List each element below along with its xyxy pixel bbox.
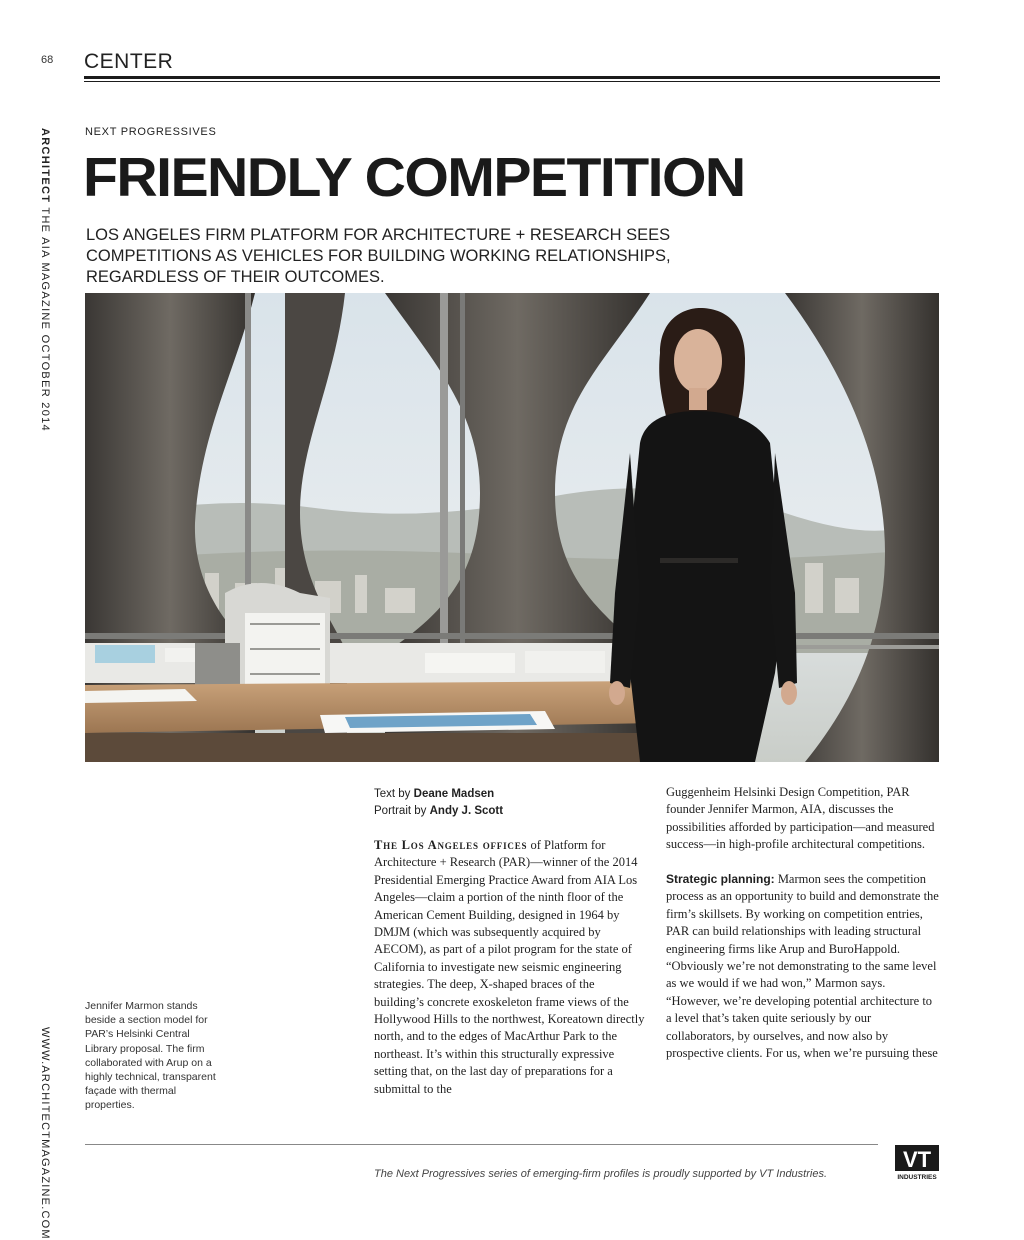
article-kicker: NEXT PROGRESSIVES [85, 126, 217, 138]
article-deck: LOS ANGELES FIRM PLATFORM FOR ARCHITECTURE + RESEARCH SEES COMPETITIONS AS VEHICLES FOR BUILDING WORKING RELATIONSHIPS, REGARDLESS OF THEIR OUTCOMES. [86, 226, 671, 286]
photo-caption: Jennifer Marmon stands beside a section model for PAR’s Helsinki Central Library proposal. The firm collaborated with Arup on a highly technical, transparent façade with thermal properties. [85, 1000, 216, 1112]
vt-logo-word: INDUSTRIES [897, 1174, 937, 1181]
sponsor-text: The Next Progressives series of emerging-firm profiles is proudly supported by VT Industries. [374, 1168, 828, 1180]
portrait-credit-prefix: Portrait by [374, 805, 430, 817]
body-paragraph-2: Guggenheim Helsinki Design Competition, PAR founder Jennifer Marmon, AIA, discusses the possibilities afforded by participation—and measured success—in high-profile architectural competitions. [666, 785, 935, 852]
article-headline: FRIENDLY COMPETITION [83, 146, 745, 208]
vt-industries-logo [893, 1143, 941, 1181]
body-paragraph-1-text: of Platform for Architecture + Research (PAR)—winner of the 2014 Presidential Emerging Practice Award from AIA Los Angeles—claim a portion of the ninth floor of the American Cement Building, designed in 1964 by DMJM (which was subsequently acquired by AECOM), as part of a pilot program for the state of California to investigate new seismic engineering strategies. The deep, X-shaped braces of the building’s concrete exoskeleton frame views of the Hollywood Hills to the northwest, Koreatown directly north, and to the edges of MacArthur Park to the northeast. It’s within this structurally expressive setting that, on the last day of preparations for a submittal to the [374, 838, 645, 1096]
text-credit-prefix: Text by [374, 788, 414, 800]
text-credit-author: Deane Madsen [413, 788, 495, 800]
header-rule-thin [84, 81, 940, 82]
portrait-credit [374, 803, 503, 820]
text-credit [374, 786, 503, 803]
page-number: 68 [41, 54, 54, 66]
side-magazine-brand: ARCHITECT [39, 128, 51, 204]
body-paragraph-3 [666, 871, 940, 1062]
body-subhead: Strategic planning: [666, 872, 775, 887]
portrait-photo [85, 293, 939, 762]
header-rule-thick [84, 76, 940, 79]
article-credits [374, 786, 503, 820]
vt-logo-graphic [893, 1143, 941, 1181]
portrait-photo-drawing [85, 293, 939, 762]
body-paragraph-1 [374, 837, 646, 1098]
portrait-credit-author: Andy J. Scott [429, 805, 504, 817]
body-column-2 [666, 784, 940, 1062]
side-magazine-issue: THE AIA MAGAZINE OCTOBER 2014 [39, 203, 51, 432]
body-paragraph-3-text: Marmon sees the competition process as an opportunity to build and demonstrate the firm’s skillsets. By working on competition entries, PAR can build relationships with leading structural engineering firms like Arup and BuroHappold. “Obviously we’re not demonstrating to the same level as we would if we had won,” Marmon says. “However, we’re developing potential architecture to a level that’s taken quite seriously by our collaborators, by ourselves, and now also by prospective clients. For us, when we’re pursuing these [666, 872, 939, 1061]
lead-in-caps: The Los Angeles offices [374, 838, 528, 852]
body-column-1 [374, 837, 646, 1098]
side-magazine-title [39, 128, 51, 432]
footer-rule [85, 1144, 878, 1145]
side-website-url: WWW.ARCHITECTMAGAZINE.COM [39, 1027, 51, 1240]
section-label: CENTER [84, 50, 174, 73]
vt-logo-mark: VT [902, 1147, 932, 1172]
